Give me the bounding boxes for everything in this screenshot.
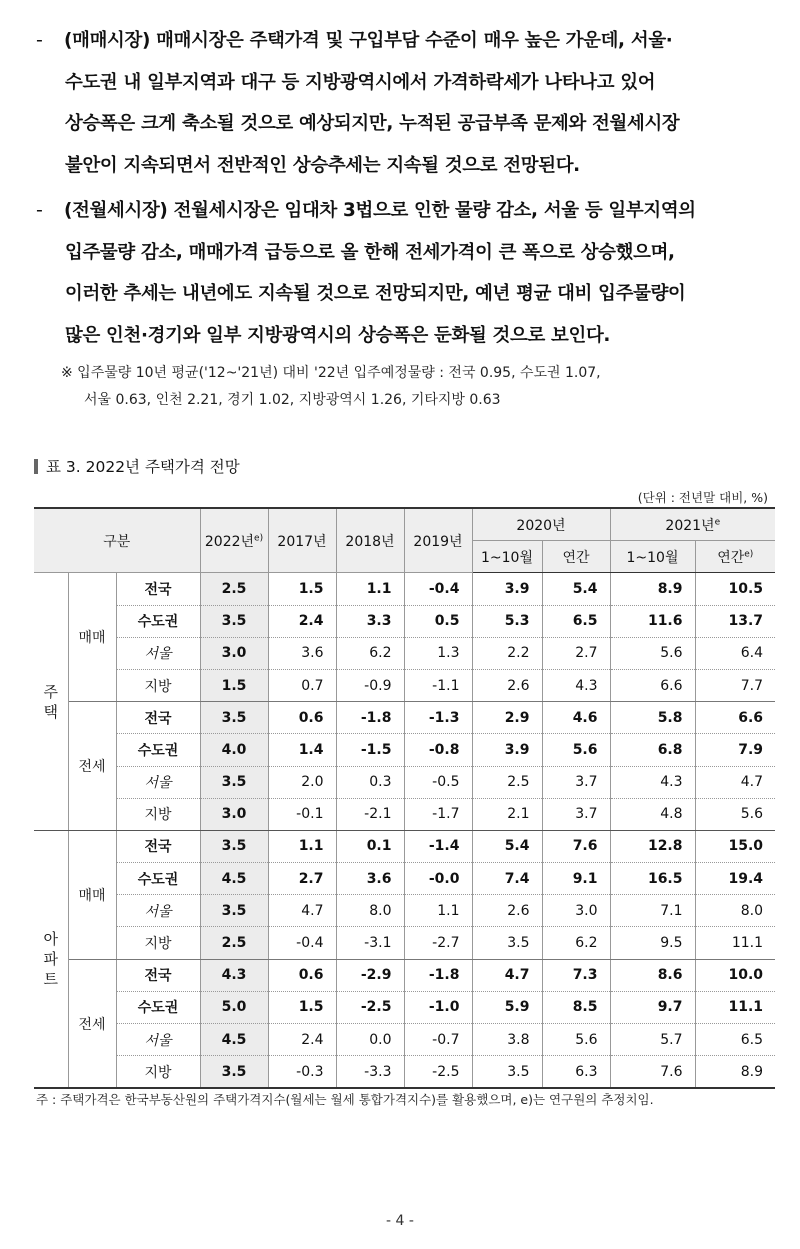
- value-cell: 1.5: [268, 573, 336, 605]
- table-row: [34, 605, 775, 637]
- paragraph-line: 입주물량 감소, 매매가격 급등으로 올 한해 전세가격이 큰 폭으로 상승했으며,: [65, 241, 675, 263]
- forecast-cell: 3.5: [200, 830, 268, 862]
- footnote: 주 : 주택가격은 한국부동산원의 주택가격지수(월세는 월세 통합가격지수)를 활용했으며, e)는 연구원의 추정치임.: [36, 1092, 654, 1107]
- value-cell: 2.9: [472, 702, 542, 734]
- value-cell: 9.7: [610, 991, 695, 1023]
- header-2020-annual: 연간: [542, 541, 610, 573]
- forecast-cell: 3.5: [200, 895, 268, 927]
- value-cell: -0.3: [268, 1056, 336, 1089]
- forecast-cell: 2.5: [200, 573, 268, 605]
- value-cell: 1.1: [336, 573, 404, 605]
- value-cell: 0.5: [404, 605, 472, 637]
- value-cell: 6.8: [610, 734, 695, 766]
- value-cell: -1.8: [404, 959, 472, 991]
- table-row: [34, 830, 775, 862]
- value-cell: 8.9: [695, 1056, 775, 1089]
- value-cell: 1.5: [268, 991, 336, 1023]
- value-cell: 3.9: [472, 573, 542, 605]
- value-cell: 5.6: [695, 798, 775, 830]
- bullet-dash: -: [36, 29, 43, 51]
- value-cell: -1.4: [404, 830, 472, 862]
- section-label: 아 파 트: [34, 830, 68, 1088]
- table-row: [34, 1024, 775, 1056]
- value-cell: 5.7: [610, 1024, 695, 1056]
- table-row: [34, 669, 775, 701]
- value-cell: 2.5: [472, 766, 542, 798]
- value-cell: -2.5: [404, 1056, 472, 1089]
- table-row: [34, 991, 775, 1023]
- value-cell: 9.5: [610, 927, 695, 959]
- region-label: 전국: [116, 573, 200, 605]
- region-label: 전국: [116, 959, 200, 991]
- value-cell: 3.6: [268, 637, 336, 669]
- region-label: 수도권: [116, 991, 200, 1023]
- value-cell: -2.5: [336, 991, 404, 1023]
- region-label: 지방: [116, 927, 200, 959]
- paragraph-line: 이러한 추세는 내년에도 지속될 것으로 전망되지만, 예년 평균 대비 입주물량이: [65, 283, 686, 304]
- region-label: 서울: [116, 895, 200, 927]
- bullet-sale-market: [36, 20, 776, 186]
- value-cell: 1.4: [268, 734, 336, 766]
- value-cell: 6.5: [542, 605, 610, 637]
- value-cell: -3.3: [336, 1056, 404, 1089]
- header-category: 구분: [34, 508, 200, 573]
- value-cell: 3.7: [542, 798, 610, 830]
- forecast-cell: 4.5: [200, 1024, 268, 1056]
- header-2021-annual: 연간$^{e)}$: [695, 541, 775, 573]
- forecast-cell: 4.5: [200, 863, 268, 895]
- value-cell: 8.5: [542, 991, 610, 1023]
- table-title-text: 표 3. 2022년 주택가격 전망: [46, 458, 240, 476]
- region-label: 지방: [116, 798, 200, 830]
- value-cell: 0.6: [268, 959, 336, 991]
- region-label: 전국: [116, 830, 200, 862]
- forecast-cell: 3.5: [200, 702, 268, 734]
- value-cell: 7.3: [542, 959, 610, 991]
- value-cell: 3.6: [336, 863, 404, 895]
- bullet-rent-market: [36, 190, 776, 356]
- value-cell: 5.3: [472, 605, 542, 637]
- region-label: 서울: [116, 766, 200, 798]
- value-cell: 0.1: [336, 830, 404, 862]
- value-cell: 15.0: [695, 830, 775, 862]
- value-cell: 6.2: [542, 927, 610, 959]
- paragraph-line: 수도권 내 일부지역과 대구 등 지방광역시에서 가격하락세가 나타나고 있어: [65, 71, 656, 93]
- value-cell: -1.3: [404, 702, 472, 734]
- paragraph-line: (전월세시장) 전월세시장은 임대차 3법으로 인한 물량 감소, 서울 등 일부지역의: [64, 200, 696, 221]
- value-cell: -1.0: [404, 991, 472, 1023]
- value-cell: 2.0: [268, 766, 336, 798]
- value-cell: 3.5: [472, 927, 542, 959]
- value-cell: 1.1: [268, 830, 336, 862]
- value-cell: 3.8: [472, 1024, 542, 1056]
- value-cell: -2.7: [404, 927, 472, 959]
- region-label: 지방: [116, 1056, 200, 1089]
- forecast-cell: 4.0: [200, 734, 268, 766]
- value-cell: 2.7: [542, 637, 610, 669]
- section-label: 주 택: [34, 573, 68, 831]
- forecast-cell: 4.3: [200, 959, 268, 991]
- value-cell: 5.9: [472, 991, 542, 1023]
- value-cell: 8.9: [610, 573, 695, 605]
- paragraph-line: 상승폭은 크게 축소될 것으로 예상되지만, 누적된 공급부족 문제와 전월세시장: [65, 113, 680, 134]
- group-label: 매매: [68, 573, 116, 702]
- header-2021: 2021년$^e$: [610, 508, 775, 541]
- value-cell: 6.6: [695, 702, 775, 734]
- value-cell: 5.8: [610, 702, 695, 734]
- value-cell: 0.3: [336, 766, 404, 798]
- value-cell: 4.3: [610, 766, 695, 798]
- value-cell: 5.4: [472, 830, 542, 862]
- region-label: 전국: [116, 702, 200, 734]
- forecast-cell: 5.0: [200, 991, 268, 1023]
- value-cell: -1.8: [336, 702, 404, 734]
- value-cell: 4.3: [542, 669, 610, 701]
- value-cell: 1.1: [404, 895, 472, 927]
- price-forecast-table: [34, 507, 775, 1089]
- table-header-row: [34, 508, 775, 541]
- forecast-cell: 3.5: [200, 605, 268, 637]
- region-label: 서울: [116, 637, 200, 669]
- value-cell: 7.4: [472, 863, 542, 895]
- value-cell: 19.4: [695, 863, 775, 895]
- value-cell: 7.7: [695, 669, 775, 701]
- value-cell: 9.1: [542, 863, 610, 895]
- value-cell: -1.1: [404, 669, 472, 701]
- value-cell: -0.1: [268, 798, 336, 830]
- table-row: [34, 798, 775, 830]
- table-row: [34, 637, 775, 669]
- value-cell: 3.5: [472, 1056, 542, 1089]
- value-cell: 0.7: [268, 669, 336, 701]
- value-cell: 4.7: [472, 959, 542, 991]
- forecast-cell: 2.5: [200, 927, 268, 959]
- value-cell: 8.6: [610, 959, 695, 991]
- paragraph-line: 많은 인천·경기와 일부 지방광역시의 상승폭은 둔화될 것으로 보인다.: [65, 324, 611, 346]
- value-cell: 10.0: [695, 959, 775, 991]
- value-cell: -3.1: [336, 927, 404, 959]
- header-2018: 2018년: [336, 508, 404, 573]
- value-cell: 4.7: [268, 895, 336, 927]
- value-cell: 0.6: [268, 702, 336, 734]
- value-cell: 11.6: [610, 605, 695, 637]
- value-cell: 8.0: [336, 895, 404, 927]
- table-row: [34, 1056, 775, 1089]
- value-cell: 8.0: [695, 895, 775, 927]
- value-cell: 2.4: [268, 605, 336, 637]
- value-cell: 2.6: [472, 669, 542, 701]
- table-row: [34, 959, 775, 991]
- table-row: [34, 766, 775, 798]
- value-cell: 7.1: [610, 895, 695, 927]
- header-2020-jan-oct: 1~10월: [472, 541, 542, 573]
- group-label: 전세: [68, 959, 116, 1088]
- forecast-cell: 3.5: [200, 766, 268, 798]
- value-cell: 4.6: [542, 702, 610, 734]
- value-cell: 5.6: [542, 1024, 610, 1056]
- table-row: [34, 702, 775, 734]
- value-cell: 3.7: [542, 766, 610, 798]
- value-cell: 2.7: [268, 863, 336, 895]
- value-cell: 11.1: [695, 927, 775, 959]
- value-cell: -2.9: [336, 959, 404, 991]
- header-2020: 2020년: [472, 508, 610, 541]
- forecast-cell: 1.5: [200, 669, 268, 701]
- paragraph-line: 불안이 지속되면서 전반적인 상승추세는 지속될 것으로 전망된다.: [65, 154, 580, 176]
- value-cell: -0.9: [336, 669, 404, 701]
- value-cell: 16.5: [610, 863, 695, 895]
- region-label: 수도권: [116, 863, 200, 895]
- page-number: - 4 -: [386, 1213, 414, 1229]
- value-cell: 2.4: [268, 1024, 336, 1056]
- header-2022: 2022년$^{e)}$: [200, 508, 268, 573]
- region-label: 수도권: [116, 605, 200, 637]
- value-cell: 6.3: [542, 1056, 610, 1089]
- value-cell: 5.6: [610, 637, 695, 669]
- note-line: ※ 입주물량 10년 평균('12~'21년) 대비 '22년 입주예정물량 : 전국 0.95, 수도권 1.07,: [61, 365, 601, 381]
- value-cell: -1.5: [336, 734, 404, 766]
- value-cell: 6.4: [695, 637, 775, 669]
- value-cell: 6.6: [610, 669, 695, 701]
- value-cell: 1.3: [404, 637, 472, 669]
- forecast-cell: 3.0: [200, 798, 268, 830]
- value-cell: -1.7: [404, 798, 472, 830]
- table-row: [34, 895, 775, 927]
- value-cell: 3.3: [336, 605, 404, 637]
- region-label: 서울: [116, 1024, 200, 1056]
- value-cell: -0.4: [404, 573, 472, 605]
- paragraph-line: (매매시장) 매매시장은 주택가격 및 구입부담 수준이 매우 높은 가운데, 서울·: [64, 30, 673, 51]
- header-2021-jan-oct: 1~10월: [610, 541, 695, 573]
- bullet-dash: -: [36, 199, 43, 221]
- group-label: 매매: [68, 830, 116, 959]
- value-cell: 5.6: [542, 734, 610, 766]
- table-row: [34, 927, 775, 959]
- supply-note: [61, 360, 601, 414]
- value-cell: 2.2: [472, 637, 542, 669]
- value-cell: 2.1: [472, 798, 542, 830]
- value-cell: -0.8: [404, 734, 472, 766]
- header-2017: 2017년: [268, 508, 336, 573]
- value-cell: 4.8: [610, 798, 695, 830]
- forecast-cell: 3.5: [200, 1056, 268, 1089]
- value-cell: 13.7: [695, 605, 775, 637]
- value-cell: 4.7: [695, 766, 775, 798]
- value-cell: 2.6: [472, 895, 542, 927]
- value-cell: 10.5: [695, 573, 775, 605]
- table-row: [34, 863, 775, 895]
- value-cell: 0.0: [336, 1024, 404, 1056]
- value-cell: 7.9: [695, 734, 775, 766]
- note-line: 서울 0.63, 인천 2.21, 경기 1.02, 지방광역시 1.26, 기타지방 0.63: [84, 392, 501, 408]
- value-cell: 5.4: [542, 573, 610, 605]
- value-cell: 7.6: [610, 1056, 695, 1089]
- value-cell: 6.2: [336, 637, 404, 669]
- value-cell: -0.7: [404, 1024, 472, 1056]
- value-cell: 11.1: [695, 991, 775, 1023]
- region-label: 지방: [116, 669, 200, 701]
- value-cell: -0.5: [404, 766, 472, 798]
- table-unit: (단위 : 전년말 대비, %): [637, 490, 768, 505]
- header-2019: 2019년: [404, 508, 472, 573]
- title-bar-icon: [34, 459, 38, 474]
- value-cell: -2.1: [336, 798, 404, 830]
- value-cell: 6.5: [695, 1024, 775, 1056]
- value-cell: 3.0: [542, 895, 610, 927]
- forecast-cell: 3.0: [200, 637, 268, 669]
- table-row: [34, 573, 775, 605]
- value-cell: 7.6: [542, 830, 610, 862]
- table-title: [34, 455, 240, 477]
- value-cell: -0.4: [268, 927, 336, 959]
- value-cell: -0.0: [404, 863, 472, 895]
- group-label: 전세: [68, 702, 116, 831]
- value-cell: 3.9: [472, 734, 542, 766]
- table-row: [34, 734, 775, 766]
- table-body: [34, 573, 775, 1089]
- value-cell: 12.8: [610, 830, 695, 862]
- region-label: 수도권: [116, 734, 200, 766]
